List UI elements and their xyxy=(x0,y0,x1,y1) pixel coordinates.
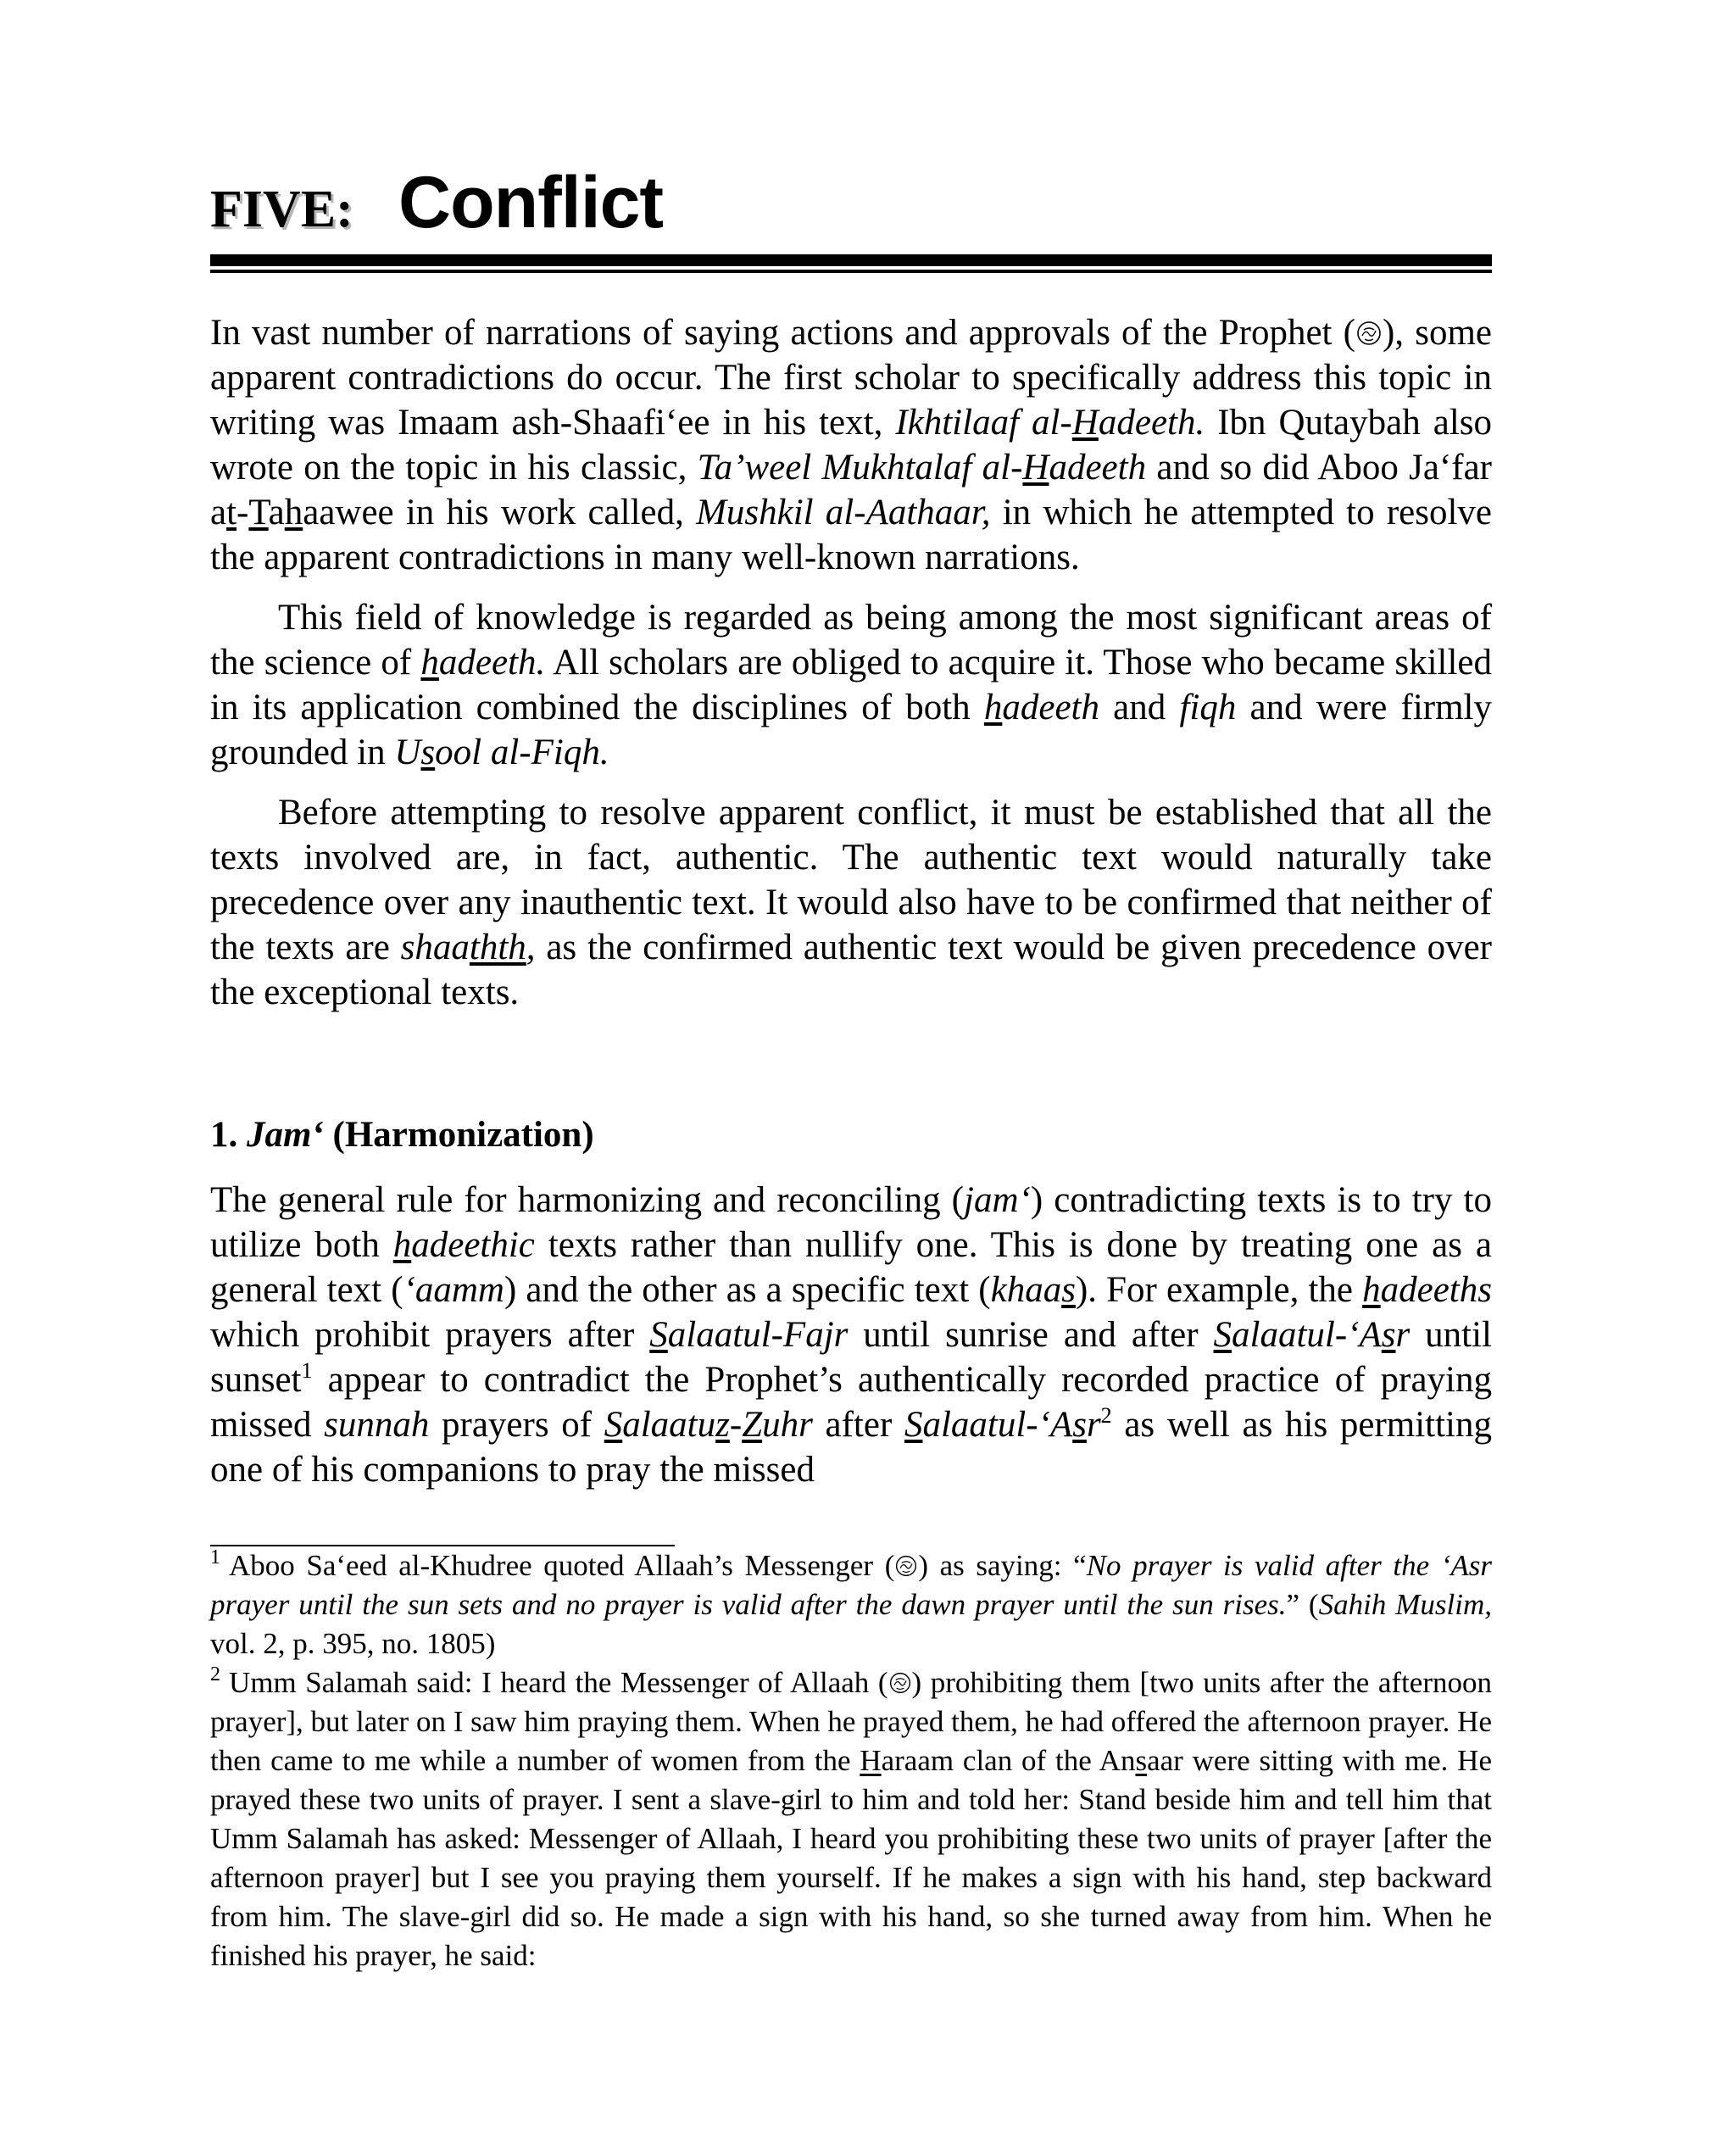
chapter-number: FIVE: xyxy=(210,181,353,238)
page xyxy=(210,161,1492,1975)
footnote-ref-1[interactable]: 1 xyxy=(301,1358,313,1383)
chapter-title xyxy=(210,161,1492,254)
footnote-ref-2[interactable]: 2 xyxy=(1100,1403,1112,1428)
footnote-1: $^1$ Aboo Sa‘eed al-Khudree quoted Allaah’s Messenger ( ) as saying: “No prayer is valid after the ‘Asr prayer until the sun sets and no prayer is valid after the dawn prayer until the sun rises.” (Sahih Muslim, vol. 2, p. 395, no. 1805) xyxy=(210,1546,1492,1660)
chapter-name: Conflict xyxy=(398,162,664,243)
salutation-icon xyxy=(888,1670,912,1696)
salutation-icon xyxy=(1355,319,1383,348)
paragraph-4: The general rule for harmonizing and reconciling (jam‘) contradicting texts is to try to utilize both hadeethic texts rather than nullify one. This is done by treating one as a general text (‘aamm) and the other as a specific text (khaas). For example, the hadeeths which prohibit prayers after Salaatul-Fajr until sunrise and after Salaatul-‘Asr until sunset$^1$ appear to contradict the Prophet’s authentically recorded practice of praying missed sunnah prayers of Salaatuz-Zuhr after Salaatul-‘Asr$^2$ as well as his permitting one of his companions to pray the missed xyxy=(210,1180,1493,1490)
salutation-icon xyxy=(894,1553,918,1579)
paragraph-1: In vast number of narrations of saying actions and approvals of the Prophet ( ), some apparent contradictions do occur. The first scholar to specifically address this topic in writing was Imaam ash-Shaafi‘ee in his text, Ikhtilaaf al-Hadeeth. Ibn Qutaybah also wrote on the topic in his classic, Ta’weel Mukhtalaf al-Hadeeth and so did Aboo Ja‘far at-Tahaawee in his work called, Mushkil al-Aathaar, in which he attempted to resolve the apparent contradictions in many well-known narrations. xyxy=(210,313,1493,577)
paragraph-2: This field of knowledge is regarded as being among the most significant areas of the science of hadeeth. All scholars are obliged to acquire it. Those who became skilled in its application combined the disciplines of both hadeeth and fiqh and were firmly grounded in Usool al-Fiqh. xyxy=(210,598,1493,772)
body-text xyxy=(210,310,1492,1492)
footnotes xyxy=(210,1546,1492,1975)
paragraph-3: Before attempting to resolve apparent conflict, it must be established that all the texts involved are, in fact, authentic. The authentic text would naturally take precedence over any inauthentic text. It would also have to be confirmed that neither of the texts are shaathth, as the confirmed authentic text would be given precedence over the exceptional texts. xyxy=(210,793,1492,1012)
title-rule-thick xyxy=(210,254,1492,266)
section-heading: 1. Jam‘ (Harmonization) xyxy=(210,1115,594,1155)
footnote-2: $^2$ Umm Salamah said: I heard the Messenger of Allaah ( ) prohibiting them [two units after the afternoon prayer], but later on I saw him praying them. When he prayed them, he had offered the afternoon prayer. He then came to me while a number of women from the Haraam clan of the Ansaar were sitting with me. He prayed these two units of prayer. I sent a slave-girl to him and told her: Stand beside him and tell him that Umm Salamah has asked: Messenger of Allaah, I heard you prohibiting these two units of prayer [after the afternoon prayer] but I see you praying them yourself. If he makes a sign with his hand, step backward from him. The slave-girl did so. He made a sign with his hand, so she turned away from him. When he finished his prayer, he said: xyxy=(210,1663,1492,1972)
title-rule-thin xyxy=(210,270,1492,273)
